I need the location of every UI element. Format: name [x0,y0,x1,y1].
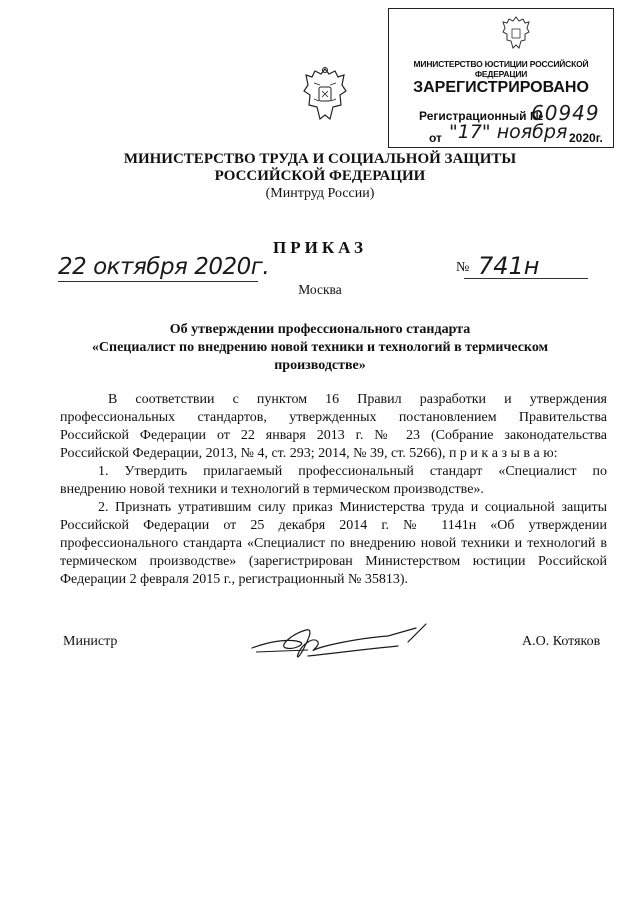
stamp-date-year: 2020г. [569,131,603,145]
ministry-abbr: (Минтруд России) [265,186,375,201]
order-number-sign: № [456,260,470,275]
stamp-regnum-label: Регистрационный № [419,109,544,123]
body-p2-line: профессионального стандарта «Специалист по внедрению новой техники и технологий в [60,536,607,551]
body-p0-line: В соответствии с пунктом 16 Правил разработки и утверждения [108,392,607,407]
ministry-name-line2: РОССИЙСКОЙ ФЕДЕРАЦИИ [214,168,426,184]
body-p0-line: Российской Федерации от 22 января 2013 г. № 23 (Собрание законодательства [60,428,607,443]
ministry-name-line1: МИНИСТЕРСТВО ТРУДА И СОЦИАЛЬНОЙ ЗАЩИТЫ [123,151,517,167]
body-p1-line: внедрению новой техники и технологий в термическом производстве». [60,482,484,497]
body-p2-line: Федерации 2 февраля 2015 г., регистрационный № 35813). [60,572,408,587]
stamp-ministry: МИНИСТЕРСТВО ЮСТИЦИИ РОССИЙСКОЙ ФЕДЕРАЦИИ [413,59,589,79]
signatory-name: А.О. Котяков [522,634,601,649]
order-city: Москва [298,282,342,297]
body-p2-line: термическом производстве» (зарегистрирован Министерством юстиции Российской [60,554,607,569]
body-p1-line: 1. Утвердить прилагаемый профессиональный стандарт «Специалист по [98,464,607,479]
handwritten-signature [248,618,428,664]
order-number: 741н [478,252,540,280]
coat-of-arms-emblem [300,65,350,127]
signatory-role: Министр [63,634,118,649]
body-p2-line: 2. Признать утратившим силу приказ Министерства труда и социальной защиты [98,500,607,515]
registration-stamp [388,8,614,148]
number-underline [464,278,588,279]
body-p0-line: Российской Федерации, 2013, № 4, ст. 293; 2014, № 39, ст. 5266), п р и к а з ы в а ю: [60,446,558,461]
stamp-regnum-value: 60949 [531,101,600,125]
stamp-date-value: "17" ноября [449,121,568,143]
order-date: 22 октября 2020г. [58,254,270,280]
stamp-status: ЗАРЕГИСТРИРОВАНО [413,79,589,96]
subject-line3: производстве» [274,358,366,373]
body-p2-line: Российской Федерации от 25 декабря 2014 г. № 1141н «Об утверждении [60,518,607,533]
subject-line1: Об утверждении профессионального стандарта [169,322,471,337]
stamp-date-label: от [429,131,442,145]
subject-line2: «Специалист по внедрению новой техники и технологий в термическом [91,340,549,355]
order-title: ПРИКАЗ [273,238,367,257]
stamp-emblem-icon [501,15,531,51]
body-p0-line: профессиональных стандартов, утвержденных постановлением Правительства [60,410,607,425]
